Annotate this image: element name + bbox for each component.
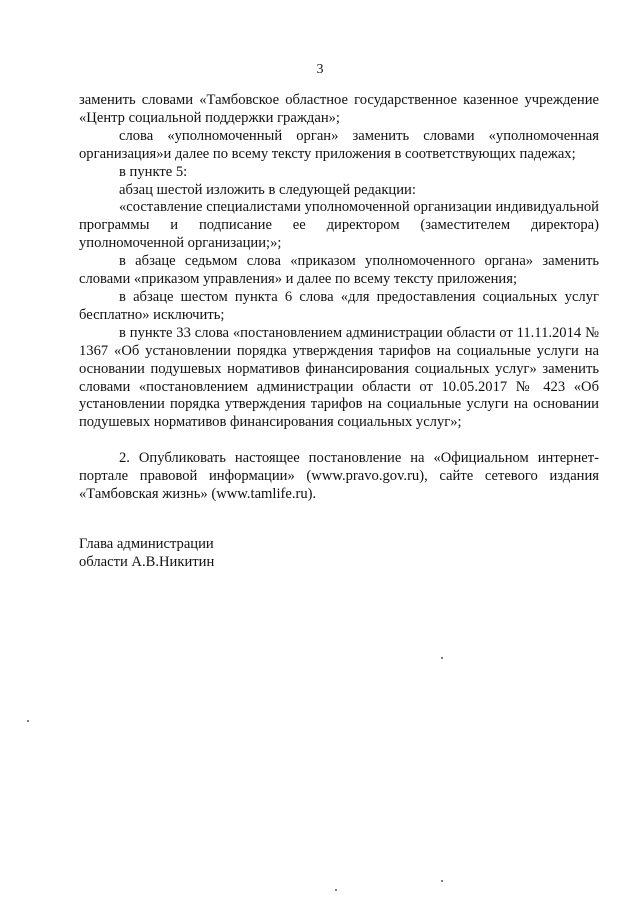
paragraph: слова «уполномоченный орган» заменить словами «уполномоченная организация»и далее по всему тексту приложения в соответствующих падежах; <box>79 127 599 162</box>
paragraph: абзац шестой изложить в следующей редакции: <box>119 181 416 198</box>
paragraph: в пункте 33 слова «постановлением администрации области от 11.11.2014 № 1367 «Об установлении порядка утверждения тарифов на социальные услуги на основании подушевых нормативов финансирования социальных услуг» заменить словами «постановлением администрации области от 10.05.2017 № 423 «Об установлении порядка утверждения тарифов на социальные услуги на основании подушевых нормативов финансирования социальных услуг»; <box>79 324 599 431</box>
scan-speck <box>441 657 443 659</box>
document-body <box>79 92 599 504</box>
signature-block <box>79 536 214 572</box>
scan-speck <box>335 889 337 891</box>
signature-name: области А.В.Никитин <box>79 553 215 570</box>
scan-speck <box>441 880 443 882</box>
paragraph: в абзаце шестом пункта 6 слова «для предоставления социальных услуг бесплатно» исключить; <box>79 288 599 323</box>
paragraph: заменить словами «Тамбовское областное государственное казенное учреждение «Центр социальной поддержки граждан»; <box>79 92 599 126</box>
paragraph: в абзаце седьмом слова «приказом уполномоченного органа» заменить словами «приказом управления» и далее по всему тексту приложения; <box>79 253 599 288</box>
signature-title: Глава администрации <box>79 536 214 552</box>
paragraph-publish: 2. Опубликовать настоящее постановление на «Официальном интернет-портале правовой информации» (www.pravo.gov.ru), сайте сетевого издания «Тамбовская жизнь» (www.tamlife.ru). <box>79 450 599 503</box>
paragraph: «составление специалистами уполномоченной организации индивидуальной программы и подписание ее директором (заместителем директора) уполномоченной организации;»; <box>79 199 599 252</box>
scan-speck <box>27 720 29 722</box>
paragraph: в пункте 5: <box>119 163 188 180</box>
page-number: 3 <box>316 62 324 77</box>
